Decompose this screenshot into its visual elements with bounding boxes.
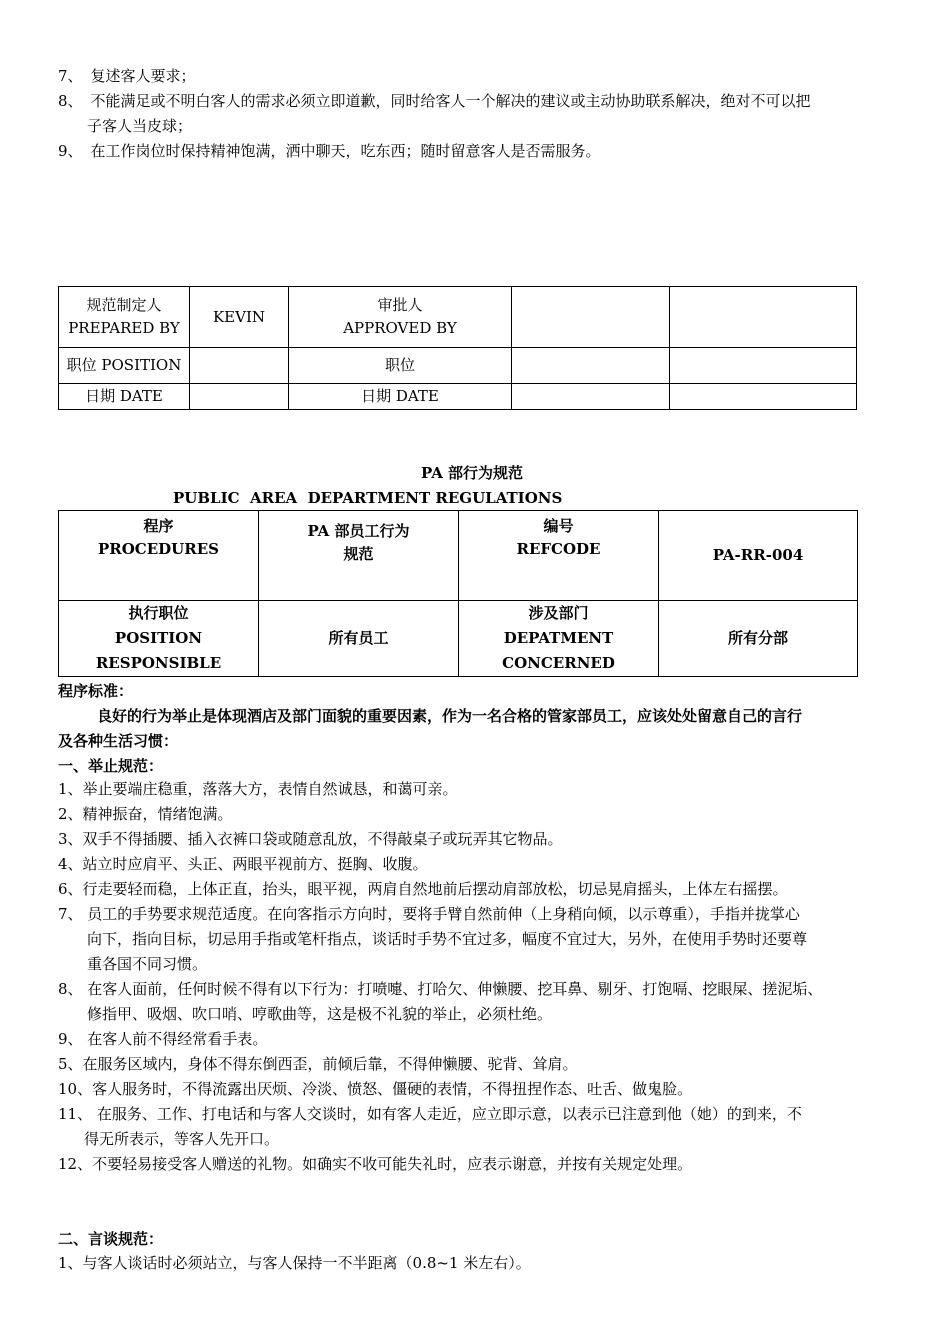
refcode-label: 编号 REFCODE bbox=[459, 511, 659, 601]
list-item: 7、 复述客人要求； bbox=[58, 67, 196, 85]
approver-date-label: 日期 DATE bbox=[289, 384, 512, 410]
position-label: 职位 POSITION bbox=[59, 348, 190, 384]
doc-title-cn: PA 部行为规范 bbox=[421, 464, 524, 482]
list-item-continuation: 向下，指向目标，切忌用手指或笔杆指点，谈话时手势不宜过多，幅度不宜过大，另外，在使用手势时还要尊 bbox=[87, 930, 808, 948]
date-label: 日期 DATE bbox=[59, 384, 190, 410]
position-responsible-label: 执行职位 POSITION RESPONSIBLE bbox=[59, 601, 259, 677]
intro-paragraph-cont: 及各种生活习惯： bbox=[58, 732, 179, 750]
list-item: 8、 不能满足或不明白客人的需求必须立即道歉，同时给客人一个解决的建议或主动协助联系解决，绝对不可以把 bbox=[58, 92, 811, 110]
list-item: 6、行走要轻而稳，上体正直，抬头，眼平视，两肩自然地前后摆动肩部放松，切忌晃肩摇头，上体左右摇摆。 bbox=[58, 880, 788, 898]
list-item: 1、举止要端庄稳重，落落大方，表情自然诚恳，和蔼可亲。 bbox=[58, 780, 458, 798]
list-item: 3、双手不得插腰、插入衣裤口袋或随意乱放，不得敲桌子或玩弄其它物品。 bbox=[58, 830, 563, 848]
list-item: 4、站立时应肩平、头正、两眼平视前方、挺胸、收腹。 bbox=[58, 855, 428, 873]
list-item: 12、不要轻易接受客人赠送的礼物。如确实不收可能失礼时，应表示谢意，并按有关规定处理。 bbox=[58, 1155, 693, 1173]
intro-paragraph: 良好的行为举止是体现酒店及部门面貌的重要因素，作为一名合格的管家部员工，应该处处留意自己的言行 bbox=[97, 707, 803, 725]
procedures-label: 程序 PROCEDURES bbox=[59, 511, 259, 601]
list-item: 7、 员工的手势要求规范适度。在向客指示方向时，要将手臂自然前伸（上身稍向倾，以示尊重），手指并拢掌心 bbox=[58, 905, 800, 923]
signature-table bbox=[58, 286, 857, 410]
approver-position-value bbox=[512, 348, 670, 384]
list-item: 1、与客人谈话时必须站立，与客人保持一不半距离（0.8~1 米左右）。 bbox=[58, 1254, 531, 1272]
header-table bbox=[58, 510, 858, 677]
department-concerned-value: 所有分部 bbox=[659, 601, 858, 677]
prepared-by-value: KEVIN bbox=[190, 287, 289, 348]
list-item: 11、 在服务、工作、打电话和与客人交谈时，如有客人走近，应立即示意，以表示已注意到他（她）的到来，不 bbox=[58, 1105, 802, 1123]
list-item: 9、 在客人前不得经常看手表。 bbox=[58, 1030, 268, 1048]
refcode-value: PA-RR-004 bbox=[659, 511, 858, 601]
approver-position-label: 职位 bbox=[289, 348, 512, 384]
list-item: 10、客人服务时，不得流露出厌烦、冷淡、愤怒、僵硬的表情，不得扭捏作态、吐舌、做鬼脸。 bbox=[58, 1080, 693, 1098]
approved-by-value bbox=[512, 287, 670, 348]
list-item-continuation: 得无所表示，等客人先开口。 bbox=[84, 1130, 280, 1148]
approved-by-label: 审批人 APPROVED BY bbox=[289, 287, 512, 348]
standards-label: 程序标准： bbox=[58, 682, 134, 700]
approver-date-value bbox=[512, 384, 670, 410]
position-value bbox=[190, 348, 289, 384]
position-responsible-value: 所有员工 bbox=[259, 601, 459, 677]
doc-title-en: PUBLIC AREA DEPARTMENT REGULATIONS bbox=[173, 489, 563, 507]
approver-position-extra bbox=[670, 348, 857, 384]
list-item: 8、 在客人面前，任何时候不得有以下行为：打喷嚏、打哈欠、伸懒腰、挖耳鼻、剔牙、打饱嗝、挖眼屎、搓泥垢、 bbox=[58, 980, 823, 998]
list-item-continuation: 重各国不同习惯。 bbox=[87, 955, 208, 973]
department-concerned-label: 涉及部门 DEPATMENT CONCERNED bbox=[459, 601, 659, 677]
list-item: 5、在服务区域内，身体不得东倒西歪，前倾后靠，不得伸懒腰、驼背、耸肩。 bbox=[58, 1055, 578, 1073]
list-item-continuation: 子客人当皮球； bbox=[87, 117, 193, 135]
approved-by-extra bbox=[670, 287, 857, 348]
date-value bbox=[190, 384, 289, 410]
list-item-continuation: 修指甲、吸烟、吹口哨、哼歌曲等，这是极不礼貌的举止，必须杜绝。 bbox=[87, 1005, 553, 1023]
prepared-by-label: 规范制定人 PREPARED BY bbox=[59, 287, 190, 348]
list-item: 2、精神振奋，情绪饱满。 bbox=[58, 805, 233, 823]
approver-date-extra bbox=[670, 384, 857, 410]
section-title: 一、举止规范： bbox=[58, 757, 164, 775]
procedures-value: PA 部员工行为 规范 bbox=[259, 511, 459, 601]
section-title: 二、言谈规范： bbox=[58, 1230, 164, 1248]
list-item: 9、 在工作岗位时保持精神饱满，洒中聊天，吃东西；随时留意客人是否需服务。 bbox=[58, 142, 601, 160]
